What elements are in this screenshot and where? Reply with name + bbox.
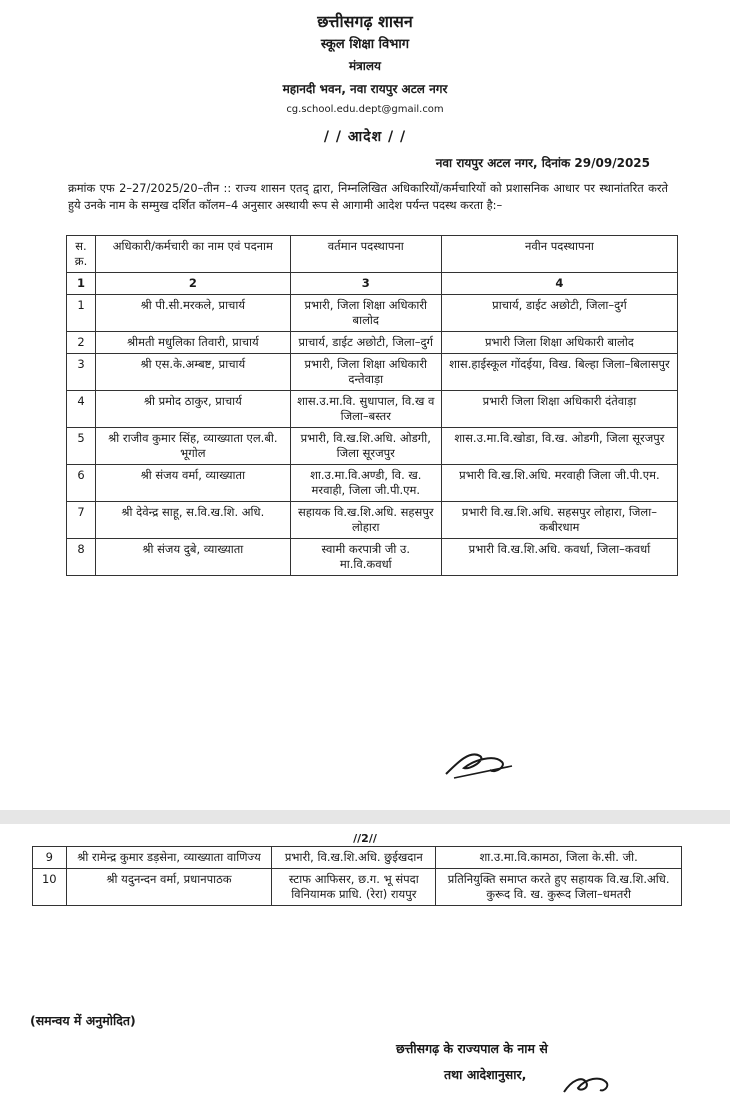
order-para-line-3: सम्मुख दर्शित कॉलम–4 अनुसार अस्थायी रूप से आगामी आदेश पर्यन्त पदस्थ करता है:– xyxy=(141,198,503,212)
row-sno: 5 xyxy=(67,428,96,465)
column-number-row xyxy=(67,273,678,295)
row-sno: 3 xyxy=(67,354,96,391)
row-current-posting: स्टाफ आफिसर, छ.ग. भू संपदा विनियामक प्राधि. (रेरा) रायपुर xyxy=(272,869,436,906)
row-name: श्री पी.सी.मरकले, प्राचार्य xyxy=(95,295,290,332)
row-sno: 8 xyxy=(67,539,96,576)
row-current-posting: प्रभारी, वि.ख.शि.अधि. ओडगी, जिला सूरजपुर xyxy=(290,428,441,465)
col-number: 3 xyxy=(290,273,441,295)
order-para-line-1: क्रमांक एफ 2–27/2025/20–तीन :: राज्य शासन एतद् द्वारा, निम्नलिखित xyxy=(68,181,387,195)
row-sno: 10 xyxy=(33,869,67,906)
row-current-posting: शास.उ.मा.वि. सुधापाल, वि.ख व जिला–बस्तर xyxy=(290,391,441,428)
table-row xyxy=(67,465,678,502)
header-sno: स. क्र. xyxy=(67,236,96,273)
row-sno: 6 xyxy=(67,465,96,502)
table-row xyxy=(67,502,678,539)
signature-mark-icon xyxy=(440,740,520,784)
row-sno: 7 xyxy=(67,502,96,539)
row-new-posting: प्रतिनियुक्ति समाप्त करते हुए सहायक वि.ख.शि.अधि. कुरूद वि. ख. कुरूद जिला–धमतरी xyxy=(436,869,682,906)
row-current-posting: स्वामी करपात्री जी उ. मा.वि.कवर्धा xyxy=(290,539,441,576)
row-name: श्री संजय वर्मा, व्याख्याता xyxy=(95,465,290,502)
col-number: 4 xyxy=(441,273,677,295)
place-date: नवा रायपुर अटल नगर, दिनांक 29/09/2025 xyxy=(435,156,650,170)
col-number: 1 xyxy=(67,273,96,295)
row-new-posting: शास.हाईस्कूल गोंदईया, विख. बिल्हा जिला–बिलासपुर xyxy=(441,354,677,391)
page-2 xyxy=(0,824,730,1100)
header-current: वर्तमान पदस्थापना xyxy=(290,236,441,273)
row-new-posting: प्रभारी जिला शिक्षा अधिकारी बालोद xyxy=(441,332,677,354)
approval-note: (समन्वय में अनुमोदित) xyxy=(30,1013,136,1028)
header-new: नवीन पदस्थापना xyxy=(441,236,677,273)
page-number: //2// xyxy=(353,832,377,845)
row-name: श्री संजय दुबे, व्याख्याता xyxy=(95,539,290,576)
row-current-posting: प्रभारी, जिला शिक्षा अधिकारी बालोद xyxy=(290,295,441,332)
row-name: श्री प्रमोद ठाकुर, प्राचार्य xyxy=(95,391,290,428)
row-name: श्री यदुनन्दन वर्मा, प्रधानपाठक xyxy=(66,869,272,906)
row-current-posting: शा.उ.मा.वि.अण्डी, वि. ख. मरवाही, जिला जी.पी.एम. xyxy=(290,465,441,502)
row-name: श्रीमती मधुलिका तिवारी, प्राचार्य xyxy=(95,332,290,354)
row-new-posting: प्रभारी वि.ख.शि.अधि. सहसपुर लोहारा, जिला–कबीरधाम xyxy=(441,502,677,539)
row-name: श्री एस.के.अम्बष्ट, प्राचार्य xyxy=(95,354,290,391)
order-paragraph xyxy=(68,180,668,214)
row-new-posting: प्राचार्य, डाईट अछोटी, जिला–दुर्ग xyxy=(441,295,677,332)
row-sno: 1 xyxy=(67,295,96,332)
row-current-posting: प्रभारी, जिला शिक्षा अधिकारी दन्तेवाड़ा xyxy=(290,354,441,391)
governor-line-1: छत्तीसगढ़ के राज्यपाल के नाम से xyxy=(396,1041,548,1056)
row-sno: 2 xyxy=(67,332,96,354)
table-header-row xyxy=(67,236,678,273)
table-row xyxy=(67,332,678,354)
table-row xyxy=(67,354,678,391)
col-number: 2 xyxy=(95,273,290,295)
table-row xyxy=(67,428,678,465)
page-divider xyxy=(0,810,730,824)
row-new-posting: प्रभारी वि.ख.शि.अधि. मरवाही जिला जी.पी.एम. xyxy=(441,465,677,502)
row-new-posting: शा.उ.मा.वि.कामठा, जिला के.सी. जी. xyxy=(436,847,682,869)
signature-mark-icon xyxy=(560,1070,620,1096)
dept-name: स्कूल शिक्षा विभाग xyxy=(320,37,410,52)
office-address: महानदी भवन, नवा रायपुर अटल नगर xyxy=(282,82,448,96)
row-new-posting: प्रभारी जिला शिक्षा अधिकारी दंतेवाड़ा xyxy=(441,391,677,428)
row-sno: 4 xyxy=(67,391,96,428)
table-row xyxy=(67,295,678,332)
order-para-line-2: अधिकारियों/कर्मचारियों को प्रशासनिक आधार पर स्थानांतरित करते हुये उनके नाम के xyxy=(68,181,668,212)
row-name: श्री रामेन्द्र कुमार डड़सेना, व्याख्याता वाणिज्य xyxy=(66,847,272,869)
row-current-posting: प्राचार्य, डाईट अछोटी, जिला–दुर्ग xyxy=(290,332,441,354)
office-name: मंत्रालय xyxy=(348,59,381,73)
table-row xyxy=(67,539,678,576)
transfer-table-continued xyxy=(32,846,682,906)
table-row xyxy=(33,847,682,869)
row-new-posting: शास.उ.मा.वि.खोडा, वि.ख. ओडगी, जिला सूरजपुर xyxy=(441,428,677,465)
dept-email: cg.school.edu.dept@gmail.com xyxy=(286,104,444,115)
header-name: अधिकारी/कर्मचारी का नाम एवं पदनाम xyxy=(95,236,290,273)
governor-line-2: तथा आदेशानुसार, xyxy=(444,1067,527,1082)
row-sno: 9 xyxy=(33,847,67,869)
table-row xyxy=(33,869,682,906)
row-name: श्री राजीव कुमार सिंह, व्याख्याता एल.बी. भूगोल xyxy=(95,428,290,465)
govt-title: छत्तीसगढ़ शासन xyxy=(317,12,413,31)
row-current-posting: प्रभारी, वि.ख.शि.अधि. छुईखदान xyxy=(272,847,436,869)
row-new-posting: प्रभारी वि.ख.शि.अधि. कवर्धा, जिला–कवर्धा xyxy=(441,539,677,576)
row-current-posting: सहायक वि.ख.शि.अधि. सहसपुर लोहारा xyxy=(290,502,441,539)
row-name: श्री देवेन्द्र साहू, स.वि.ख.शि. अधि. xyxy=(95,502,290,539)
table-row xyxy=(67,391,678,428)
transfer-table xyxy=(66,235,678,576)
order-title: / / आदेश / / xyxy=(323,129,407,145)
